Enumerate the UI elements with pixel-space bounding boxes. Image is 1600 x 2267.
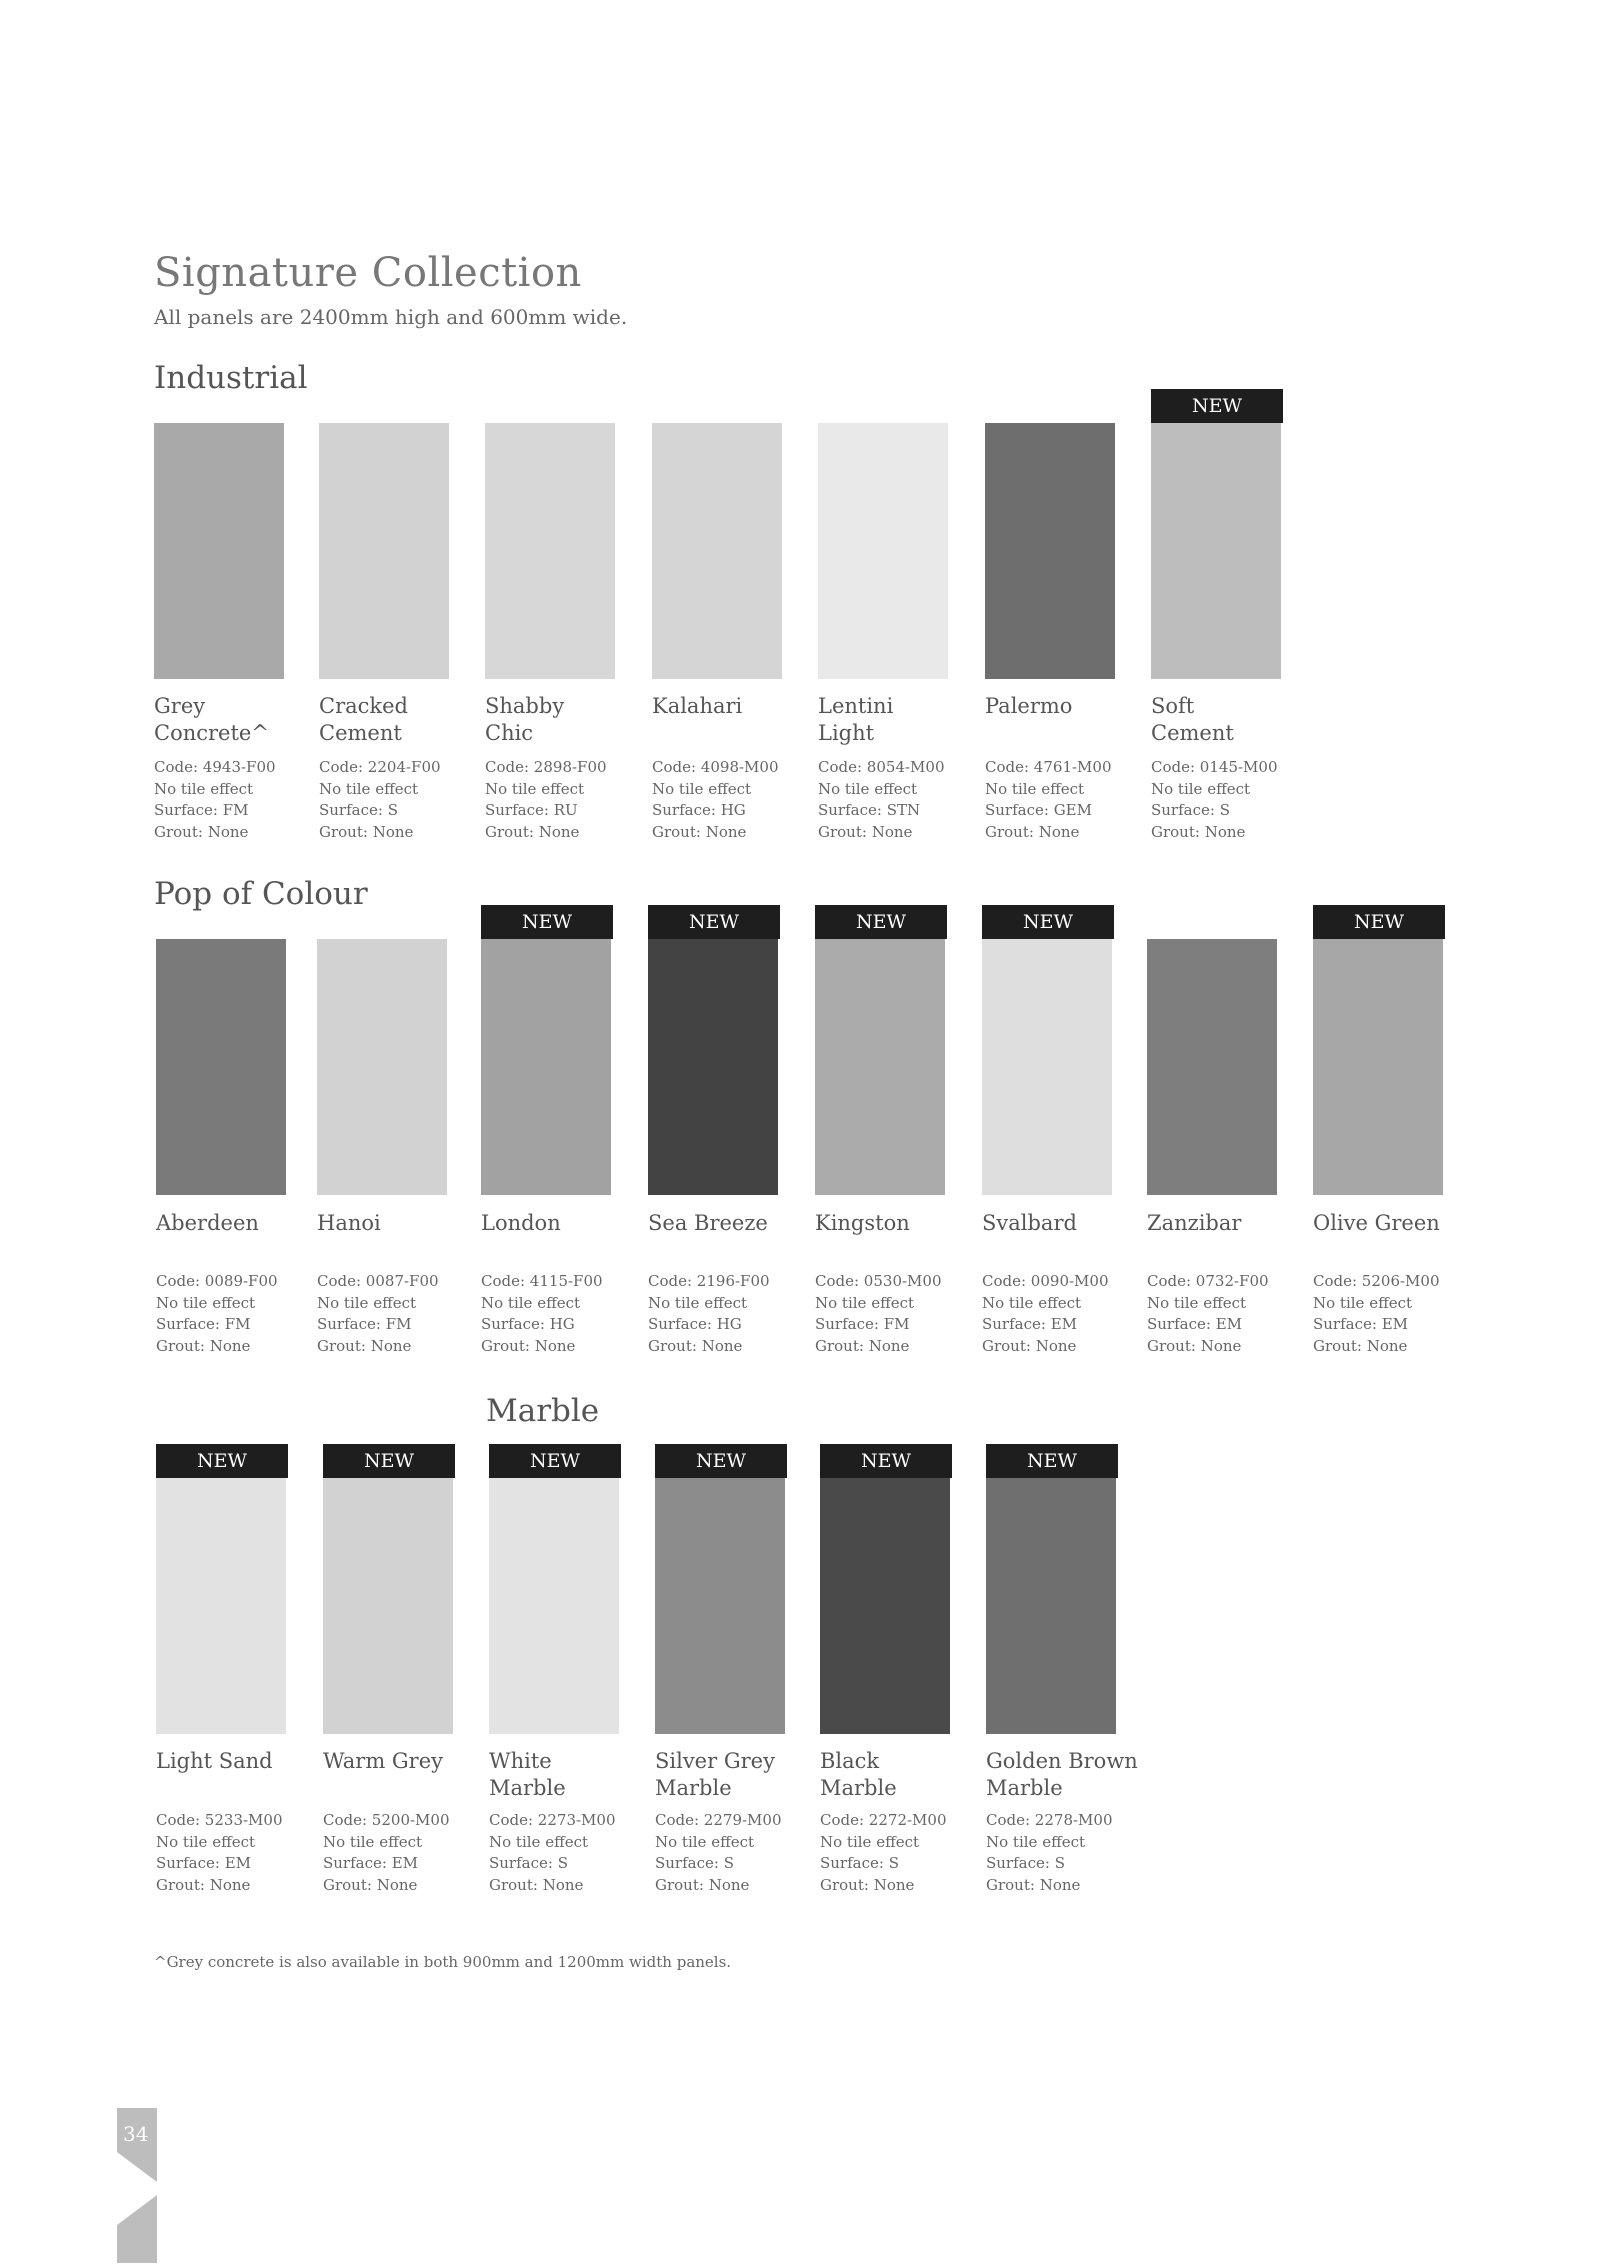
panel-code: Code: 5233-M00 xyxy=(156,1811,283,1829)
panel-code: Code: 0090-M00 xyxy=(982,1272,1109,1290)
panel-swatch xyxy=(815,939,945,1195)
panel-name: Hanoi xyxy=(317,1211,381,1235)
panel-effect: No tile effect xyxy=(156,1832,256,1851)
panel-swatch xyxy=(485,423,615,679)
panel-effect: No tile effect xyxy=(1313,1293,1413,1312)
panel-name: Palermo xyxy=(985,694,1073,718)
panel-swatch xyxy=(1151,423,1281,679)
corner-decoration xyxy=(117,2195,157,2263)
panel-effect: No tile effect xyxy=(489,1832,589,1851)
panel-code: Code: 0732-F00 xyxy=(1147,1272,1269,1290)
panel-swatch xyxy=(820,1444,950,1734)
panel-effect: No tile effect xyxy=(156,1293,256,1312)
section-title-industrial: Industrial xyxy=(154,360,308,396)
panel-effect: No tile effect xyxy=(986,1832,1086,1851)
panel-effect: No tile effect xyxy=(317,1293,417,1312)
panel-swatch xyxy=(1147,939,1277,1195)
panel-code: Code: 4115-F00 xyxy=(481,1272,603,1290)
panel-surface: Surface: S xyxy=(319,801,398,819)
new-badge: NEW xyxy=(655,1444,787,1478)
panel-effect: No tile effect xyxy=(652,779,752,798)
panel-name: Golden Brown Marble xyxy=(986,1749,1138,1800)
panel-swatch xyxy=(648,939,778,1195)
panel-code: Code: 8054-M00 xyxy=(818,758,945,776)
panel-surface: Surface: S xyxy=(655,1854,734,1872)
panel-name: Kalahari xyxy=(652,694,743,718)
panel-name: Soft Cement xyxy=(1151,694,1234,745)
panel-name: Zanzibar xyxy=(1147,1211,1242,1235)
page-subtitle: All panels are 2400mm high and 600mm wide. xyxy=(154,305,628,329)
panel-surface: Surface: STN xyxy=(818,801,921,819)
panel-code: Code: 4098-M00 xyxy=(652,758,779,776)
page-number: 34 xyxy=(123,2122,149,2146)
panel-name: Warm Grey xyxy=(323,1749,444,1773)
panel-swatch xyxy=(818,423,948,679)
footnote: ^Grey concrete is also available in both 900mm and 1200mm width panels. xyxy=(154,1953,732,1971)
panel-grout: Grout: None xyxy=(982,1336,1077,1355)
panel-surface: Surface: EM xyxy=(1147,1315,1243,1333)
panel-surface: Surface: EM xyxy=(323,1854,419,1872)
new-badge: NEW xyxy=(1313,905,1445,939)
panel-swatch xyxy=(156,939,286,1195)
panel-surface: Surface: EM xyxy=(156,1854,252,1872)
panel-surface: Surface: HG xyxy=(652,801,746,819)
panel-swatch xyxy=(317,939,447,1195)
new-badge: NEW xyxy=(986,1444,1118,1478)
panel-name: Aberdeen xyxy=(156,1211,259,1235)
panel-grout: Grout: None xyxy=(655,1875,750,1894)
panel-code: Code: 0145-M00 xyxy=(1151,758,1278,776)
panel-code: Code: 2279-M00 xyxy=(655,1811,782,1829)
panel-grout: Grout: None xyxy=(985,822,1080,841)
panel-swatch xyxy=(319,423,449,679)
panel-swatch xyxy=(1313,939,1443,1195)
panel-surface: Surface: GEM xyxy=(985,801,1092,819)
panel-grout: Grout: None xyxy=(652,822,747,841)
panel-name: Cracked Cement xyxy=(319,694,408,745)
panel-surface: Surface: RU xyxy=(485,801,578,819)
panel-name: Olive Green xyxy=(1313,1211,1440,1235)
new-badge: NEW xyxy=(820,1444,952,1478)
panel-code: Code: 2898-F00 xyxy=(485,758,607,776)
panel-grout: Grout: None xyxy=(156,1875,251,1894)
panel-code: Code: 0530-M00 xyxy=(815,1272,942,1290)
panel-name: Silver Grey Marble xyxy=(655,1749,775,1800)
panel-code: Code: 0089-F00 xyxy=(156,1272,278,1290)
panel-effect: No tile effect xyxy=(820,1832,920,1851)
panel-surface: Surface: HG xyxy=(648,1315,742,1333)
panel-grout: Grout: None xyxy=(154,822,249,841)
panel-grout: Grout: None xyxy=(1151,822,1246,841)
panel-surface: Surface: FM xyxy=(154,801,249,819)
panel-grout: Grout: None xyxy=(156,1336,251,1355)
panel-effect: No tile effect xyxy=(485,779,585,798)
panel-name: Kingston xyxy=(815,1211,910,1235)
section-title-pop-of-colour: Pop of Colour xyxy=(154,876,368,912)
panel-swatch xyxy=(655,1444,785,1734)
panel-grout: Grout: None xyxy=(1147,1336,1242,1355)
panel-name: Light Sand xyxy=(156,1749,273,1773)
panel-effect: No tile effect xyxy=(1147,1293,1247,1312)
panel-swatch xyxy=(481,939,611,1195)
panel-name: Black Marble xyxy=(820,1749,897,1800)
panel-surface: Surface: S xyxy=(986,1854,1065,1872)
panel-grout: Grout: None xyxy=(489,1875,584,1894)
panel-swatch xyxy=(652,423,782,679)
panel-code: Code: 4943-F00 xyxy=(154,758,276,776)
panel-surface: Surface: FM xyxy=(815,1315,910,1333)
panel-name: Grey Concrete^ xyxy=(154,694,269,745)
section-title-marble: Marble xyxy=(486,1393,600,1429)
panel-grout: Grout: None xyxy=(818,822,913,841)
panel-surface: Surface: S xyxy=(820,1854,899,1872)
panel-surface: Surface: FM xyxy=(317,1315,412,1333)
panel-effect: No tile effect xyxy=(655,1832,755,1851)
panel-surface: Surface: FM xyxy=(156,1315,251,1333)
panel-name: White Marble xyxy=(489,1749,566,1800)
panel-grout: Grout: None xyxy=(815,1336,910,1355)
new-badge: NEW xyxy=(648,905,780,939)
panel-grout: Grout: None xyxy=(1313,1336,1408,1355)
panel-effect: No tile effect xyxy=(982,1293,1082,1312)
panel-code: Code: 5206-M00 xyxy=(1313,1272,1440,1290)
panel-surface: Surface: EM xyxy=(982,1315,1078,1333)
panel-swatch xyxy=(156,1444,286,1734)
panel-name: Svalbard xyxy=(982,1211,1077,1235)
new-badge: NEW xyxy=(323,1444,455,1478)
panel-effect: No tile effect xyxy=(985,779,1085,798)
panel-grout: Grout: None xyxy=(317,1336,412,1355)
panel-name: London xyxy=(481,1211,561,1235)
new-badge: NEW xyxy=(815,905,947,939)
panel-code: Code: 2278-M00 xyxy=(986,1811,1113,1829)
panel-grout: Grout: None xyxy=(485,822,580,841)
panel-effect: No tile effect xyxy=(815,1293,915,1312)
panel-effect: No tile effect xyxy=(1151,779,1251,798)
panel-surface: Surface: HG xyxy=(481,1315,575,1333)
panel-grout: Grout: None xyxy=(481,1336,576,1355)
panel-code: Code: 2273-M00 xyxy=(489,1811,616,1829)
panel-grout: Grout: None xyxy=(648,1336,743,1355)
panel-code: Code: 2272-M00 xyxy=(820,1811,947,1829)
panel-swatch xyxy=(986,1444,1116,1734)
new-badge: NEW xyxy=(489,1444,621,1478)
panel-grout: Grout: None xyxy=(820,1875,915,1894)
page-number-tab xyxy=(117,2108,157,2182)
panel-code: Code: 0087-F00 xyxy=(317,1272,439,1290)
panel-grout: Grout: None xyxy=(323,1875,418,1894)
panel-swatch xyxy=(154,423,284,679)
panel-swatch xyxy=(323,1444,453,1734)
panel-effect: No tile effect xyxy=(818,779,918,798)
panel-swatch xyxy=(985,423,1115,679)
panel-effect: No tile effect xyxy=(323,1832,423,1851)
new-badge: NEW xyxy=(481,905,613,939)
panel-code: Code: 4761-M00 xyxy=(985,758,1112,776)
panel-surface: Surface: S xyxy=(489,1854,568,1872)
new-badge: NEW xyxy=(156,1444,288,1478)
panel-code: Code: 2196-F00 xyxy=(648,1272,770,1290)
panel-surface: Surface: S xyxy=(1151,801,1230,819)
panel-effect: No tile effect xyxy=(154,779,254,798)
panel-name: Shabby Chic xyxy=(485,694,565,745)
panel-effect: No tile effect xyxy=(481,1293,581,1312)
panel-name: Lentini Light xyxy=(818,694,894,745)
panel-code: Code: 5200-M00 xyxy=(323,1811,450,1829)
panel-grout: Grout: None xyxy=(986,1875,1081,1894)
panel-surface: Surface: EM xyxy=(1313,1315,1409,1333)
panel-code: Code: 2204-F00 xyxy=(319,758,441,776)
panel-name: Sea Breeze xyxy=(648,1211,768,1235)
panel-swatch xyxy=(489,1444,619,1734)
panel-swatch xyxy=(982,939,1112,1195)
panel-effect: No tile effect xyxy=(319,779,419,798)
panel-effect: No tile effect xyxy=(648,1293,748,1312)
panel-grout: Grout: None xyxy=(319,822,414,841)
page-title: Signature Collection xyxy=(154,250,582,296)
new-badge: NEW xyxy=(1151,389,1283,423)
new-badge: NEW xyxy=(982,905,1114,939)
